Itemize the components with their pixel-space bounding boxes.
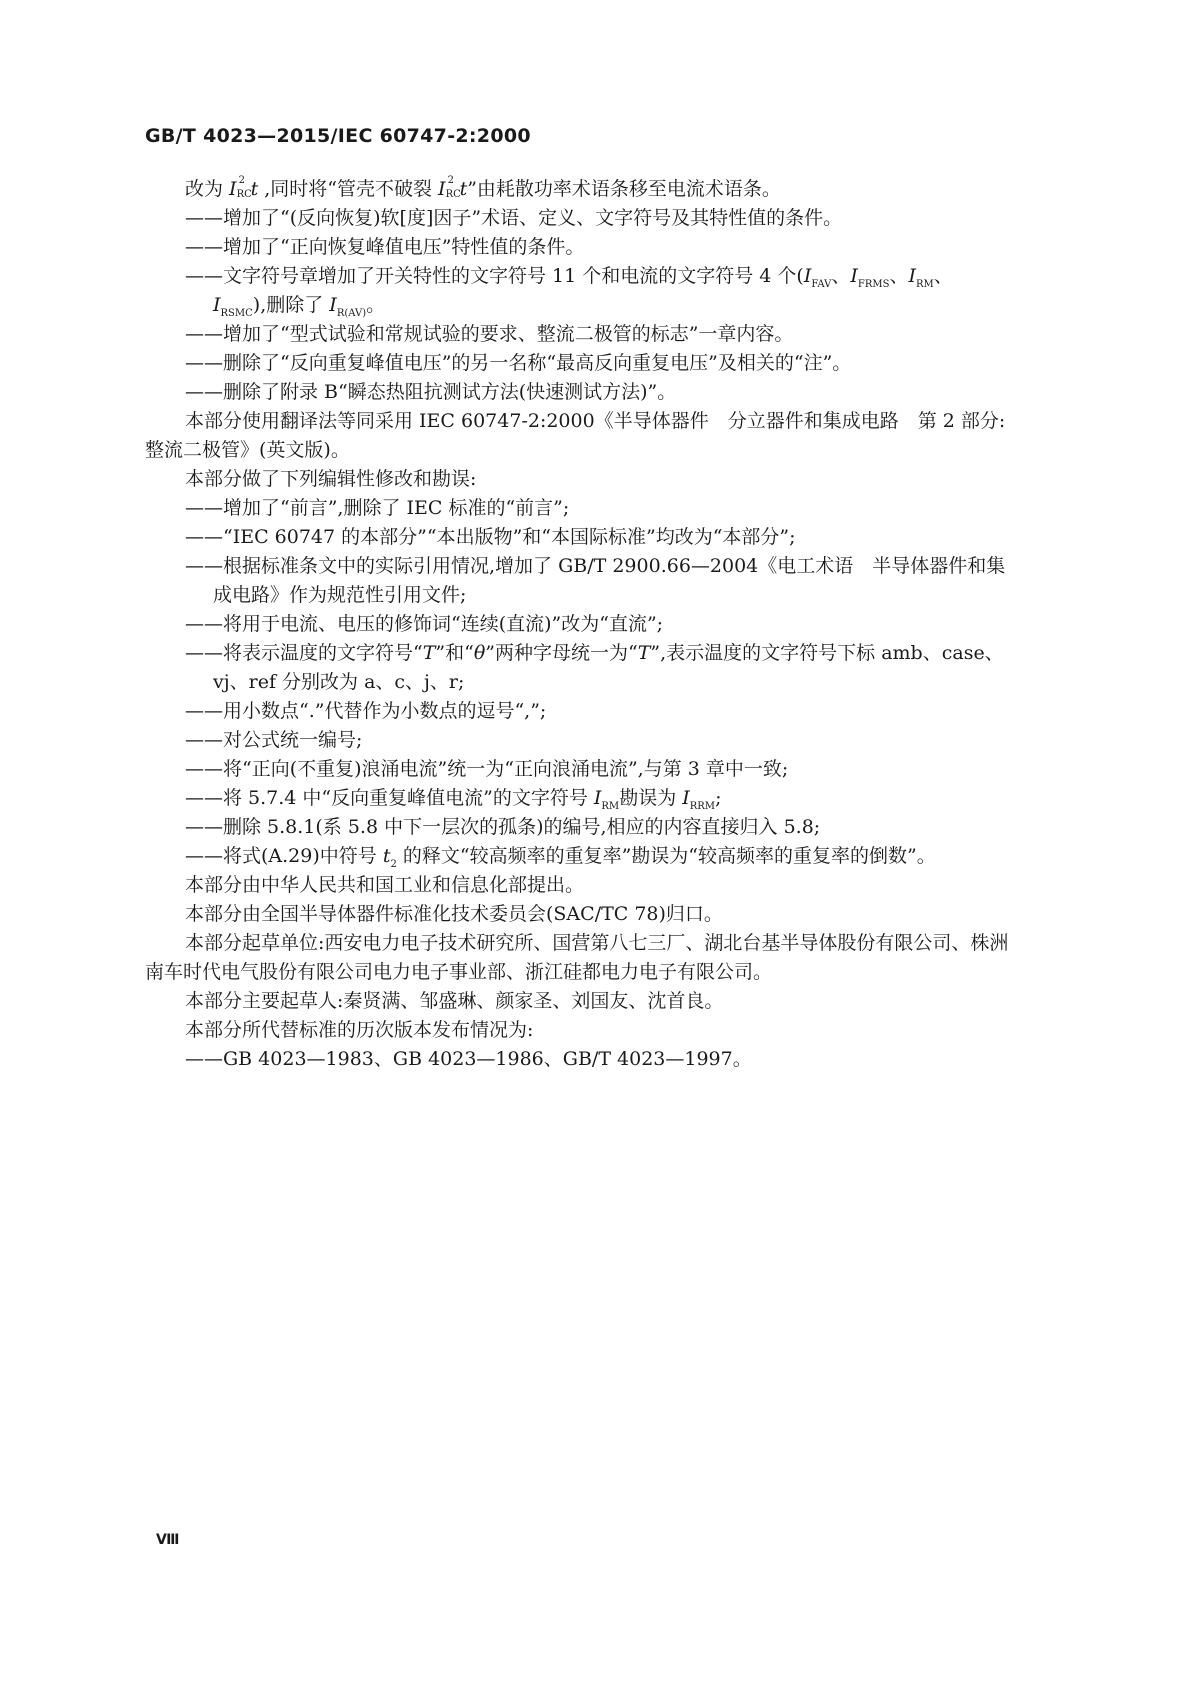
text-line: ——增加了“型式试验和常规试验的要求、整流二极管的标志”一章内容。 — [185, 323, 794, 345]
text-line: ——GB 4023—1983、GB 4023—1986、GB/T 4023—1997。 — [185, 1048, 752, 1070]
text-line: 整流二极管》(英文版)。 — [145, 439, 350, 461]
text-line: ——删除了“反向重复峰值电压”的另一名称“最高反向重复电压”及相关的“注”。 — [185, 352, 852, 374]
text-line: $I_{RSMC}$),删除了 $I_{R(AV)}$。 — [213, 294, 386, 319]
text-line: 南车时代电气股份有限公司电力电子事业部、浙江硅都电力电子有限公司。 — [145, 961, 773, 983]
text-line: ——将式(A.29)中符号 $t_2$ 的释文“较高频率的重复率”勘误为“较高频率的重复率的倒数”。 — [185, 845, 936, 870]
text-line: 本部分由中华人民共和国工业和信息化部提出。 — [185, 874, 585, 896]
text-line: 成电路》作为规范性引用文件; — [213, 584, 467, 606]
text-line: 本部分所代替标准的历次版本发布情况为: — [185, 1019, 534, 1041]
page-number: Ⅷ — [156, 1532, 180, 1548]
text-line: 本部分由全国半导体器件标准化技术委员会(SAC/TC 78)归口。 — [185, 903, 723, 925]
text-line: ——将用于电流、电压的修饰词“连续(直流)”改为“直流”; — [185, 613, 664, 635]
text-line: ——根据标准条文中的实际引用情况,增加了 GB/T 2900.66—2004《电工术语 半导体器件和集 — [185, 555, 1006, 577]
text-line: 改为 I 2 RC t ,同时将“管壳不破裂 I 2 RC t”由耗散功率术语条移至电流术语条。 — [185, 175, 781, 200]
text-line: ——对公式统一编号; — [185, 729, 363, 751]
text-line: ——“IEC 60747 的本部分”“本出版物”和“本国际标准”均改为“本部分”; — [185, 526, 796, 548]
text-line: 本部分做了下列编辑性修改和勘误: — [185, 468, 477, 490]
text-line: ——将“正向(不重复)浪涌电流”统一为“正向浪涌电流”,与第 3 章中一致; — [185, 758, 789, 780]
text-line: ——文字符号章增加了开关特性的文字符号 11 个和电流的文字符号 4 个($I_{FAV}$、$I_{FRMS}$、$I_{RM}$、 — [185, 265, 953, 290]
text-line: vj、ref 分别改为 a、c、j、r; — [213, 671, 465, 693]
text-line: ——增加了“前言”,删除了 IEC 标准的“前言”; — [185, 497, 570, 519]
text-line: ——增加了“(反向恢复)软[度]因子”术语、定义、文字符号及其特性值的条件。 — [185, 207, 843, 229]
text-line: ——用小数点“.”代替作为小数点的逗号“,”; — [185, 700, 547, 722]
text-line: ——删除了附录 B“瞬态热阻抗测试方法(快速测试方法)”。 — [185, 381, 677, 403]
text-line: ——将 5.7.4 中“反向重复峰值电流”的文字符号 $I_{RM}$勘误为 $I_{RRM}$; — [185, 787, 722, 812]
text-line: ——将表示温度的文字符号“T”和“θ”两种字母统一为“T”,表示温度的文字符号下标 amb、case、 — [185, 642, 1004, 664]
text-line: 本部分使用翻译法等同采用 IEC 60747-2:2000《半导体器件 分立器件和集成电路 第 2 部分: — [185, 410, 1006, 432]
text-line: ——增加了“正向恢复峰值电压”特性值的条件。 — [185, 236, 585, 258]
text-line: ——删除 5.8.1(系 5.8 中下一层次的孤条)的编号,相应的内容直接归入 5.8; — [185, 816, 821, 838]
text-line: 本部分起草单位:西安电力电子技术研究所、国营第八七三厂、湖北台基半导体股份有限公司、株洲 — [185, 932, 1009, 954]
standard-code-header: GB/T 4023—2015/IEC 60747-2:2000 — [145, 125, 531, 147]
text-line: 本部分主要起草人:秦贤满、邹盛琳、颜家圣、刘国友、沈首良。 — [185, 990, 724, 1012]
